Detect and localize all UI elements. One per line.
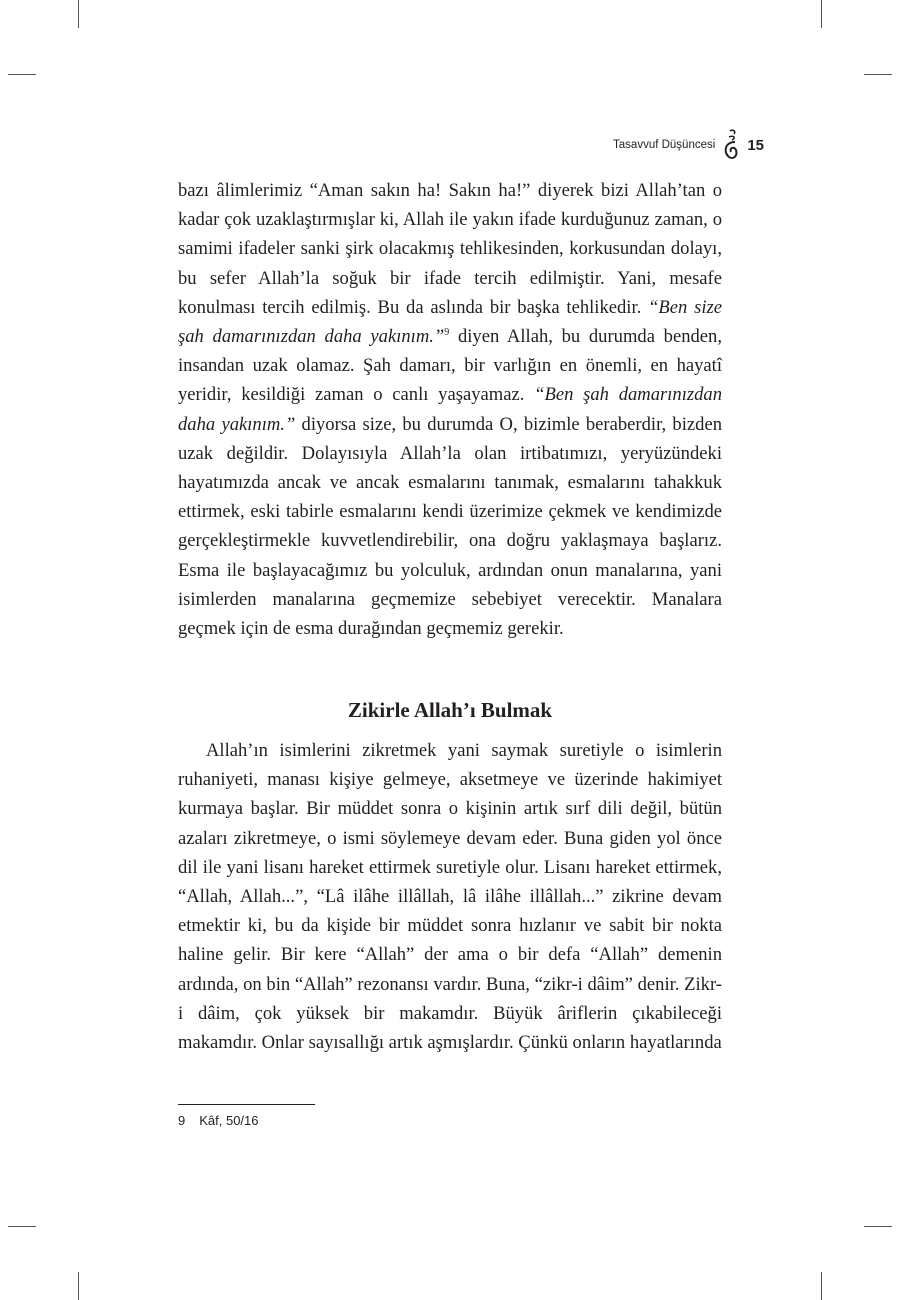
quoted-verse: “Ben şah damarınızdan daha yakınım.” xyxy=(178,384,722,435)
crop-mark xyxy=(821,0,822,28)
paragraph-text: diyen Allah, bu durumda benden, insandan uzak olamaz. Şah damarı, bir varlığın en önemli, en hayatî yeridir, kesildiği zaman o canlı yaşayamaz. xyxy=(178,326,723,406)
footnote-divider xyxy=(178,1104,315,1105)
calligraphic-ornament-icon xyxy=(721,128,741,162)
crop-mark xyxy=(78,0,79,28)
body-paragraph xyxy=(178,176,722,643)
crop-mark xyxy=(821,1272,822,1300)
quoted-verse: “Ben size şah damarınızdan daha yakınım.” xyxy=(178,296,722,348)
section-heading: Zikirle Allah’ı Bulmak xyxy=(347,698,553,722)
crop-mark xyxy=(864,1226,892,1227)
crop-mark xyxy=(78,1272,79,1300)
crop-mark xyxy=(8,74,36,75)
footnote-number: 9 xyxy=(178,1113,186,1128)
footnote xyxy=(178,1113,259,1128)
body-paragraph xyxy=(178,736,722,1057)
paragraph-text: Allah’ın isimlerini zikretmek yani saymak suretiyle o isimlerin ruhaniyeti, manası kişiye gelmeye, aksetmeye ve üzerinde hakimiyet kurmaya başlar. Bir müddet sonra o kişinin artık sırf dili değil, bütün azaları zikretmeye, o ismi söylemeye devam eder. Buna giden yol önce dil ile yani lisanı hareket ettirmek suretiyle olur. Lisanı hareket ettirmek, “Allah, Allah...”, “Lâ ilâhe illâllah, lâ ilâhe illâllah...” zikrine devam etmektir ki, bu da kişide bir müddet sonra hızlanır ve sabit bir nokta haline gelir. Bir kere “Allah” der ama o bir defa “Allah” demenin ardında, on bin “Allah” rezonansı vardır. Buna, “zikr-i dâim” denir. Zikr-i dâim, çok yüksek bir makamdır. Büyük âriflerin çıkabileceği makamdır. Onlar sayısallığı artık aşmışlardır. Çünkü onların hayatlarında xyxy=(178,740,722,1054)
running-head-title: Tasavvuf Düşüncesi xyxy=(613,139,716,151)
footnote-text: Kâf, 50/16 xyxy=(199,1113,259,1128)
footnote-reference: 9 xyxy=(444,326,450,338)
paragraph-text: bazı âlimlerimiz “Aman sakın ha! Sakın ha!” diyerek bizi Allah’tan o kadar çok uzaklaştırmışlar ki, Allah ile yakın ifade kurduğunuz zaman, o samimi ifadeler sanki şirk olacakmış tehlikesinden, korkusundan dolayı, bu sefer Allah’la soğuk bir ifade tercih edilmiştir. Yani, mesafe konulması tercih edilmiş. Bu da aslında bir başka tehlikedir. xyxy=(178,180,722,318)
crop-mark xyxy=(8,1226,36,1227)
page-number: 15 xyxy=(747,136,764,154)
paragraph-text: diyorsa size, bu durumda O, bizimle beraberdir, bizden uzak değildir. Dolayısıyla Allah’la olan irtibatımızı, yeryüzündeki hayatımızda ancak ve ancak esmalarını tanımak, esmalarını tahakkuk ettirmek, eski tabirle esmalarını kendi üzerimize çekmek ve kendimizde gerçekleştirmekle kuvvetlendirebilir, ona doğru yaklaşmaya başlarız. Esma ile başlayacağımız bu yolculuk, ardından onun manalarına, yani isimlerden manalarına geçmemize sebebiyet verecektir. Manalara geçmek için de esma durağından geçmemiz gerekir. xyxy=(178,413,722,640)
running-head xyxy=(613,128,764,162)
crop-mark xyxy=(864,74,892,75)
